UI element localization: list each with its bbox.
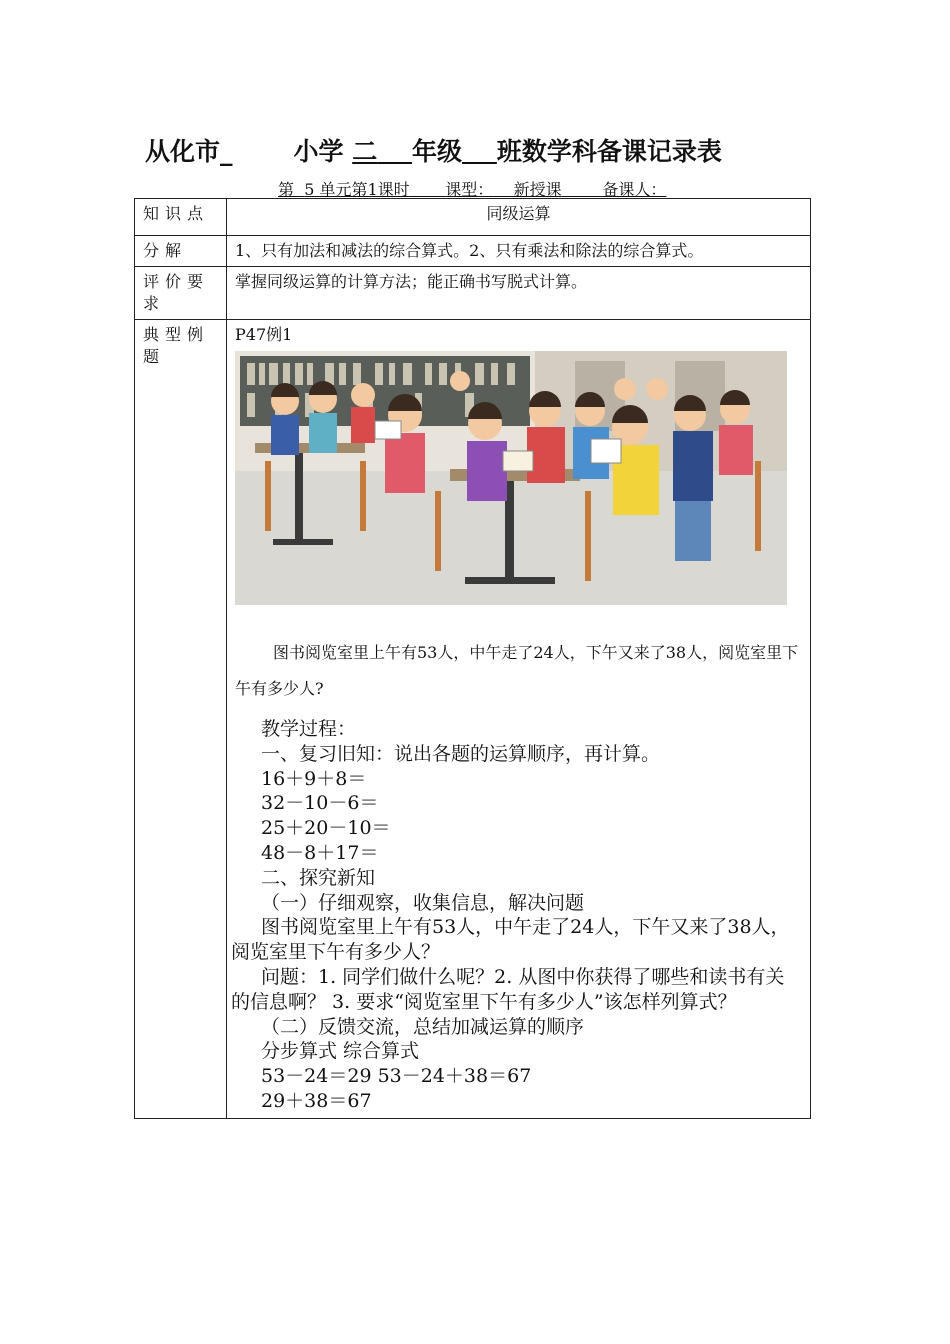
process-line: 32－10－6＝	[261, 792, 379, 815]
process-line: （一）仔细观察，收集信息，解决问题	[261, 891, 585, 914]
process-line: （二）反馈交流，总结加减运算的顺序	[261, 1015, 585, 1038]
process-line: 教学过程：	[261, 718, 357, 740]
process-line: 29＋38＝67	[261, 1089, 372, 1112]
reading-room-illustration	[235, 351, 787, 605]
example-problem-text: 图书阅览室里上午有53人，中午走了24人，下午又来了38人，阅览室里下午有多少人?	[235, 643, 799, 698]
lesson-plan-table	[134, 198, 811, 1119]
example-cell	[227, 320, 811, 1119]
knowledge-label: 知识点	[135, 199, 227, 236]
process-line: 53－24＝29 53－24＋38＝67	[261, 1065, 532, 1088]
example-reference: P47例1	[235, 325, 293, 344]
example-label: 典型例题	[135, 320, 227, 1119]
evaluation-label: 评价要求	[135, 267, 227, 320]
lesson-info-line: 第 5 单元第1课时 课型： 新授课 备课人：	[278, 180, 667, 199]
breakdown-label: 分解	[135, 236, 227, 267]
document-title: 从化市_ 小学 二 年级 班数学科备课记录表	[145, 137, 722, 166]
process-line: 25＋20－10＝	[261, 817, 391, 840]
breakdown-value: 1、只有加法和减法的综合算式。2、只有乘法和除法的综合算式。	[227, 236, 811, 267]
evaluation-value: 掌握同级运算的计算方法；能正确书写脱式计算。	[227, 267, 811, 320]
teaching-process	[231, 717, 802, 1114]
process-line: 分步算式 综合算式	[261, 1040, 420, 1063]
process-line: 问题：1. 同学们做什么呢？2. 从图中你获得了哪些和读书有关的信息啊？ 3. 要求“阅览室里下午有多少人”该怎样列算式？	[231, 965, 785, 1013]
process-line: 二、探究新知	[261, 866, 376, 889]
process-line: 48－8＋17＝	[261, 841, 379, 864]
process-line: 图书阅览室里上午有53人，中午走了24人，下午又来了38人，阅览室里下午有多少人？	[231, 916, 790, 964]
knowledge-value: 同级运算	[227, 199, 811, 236]
process-line: 16＋9＋8＝	[261, 767, 367, 790]
process-line: 一、复习旧知：说出各题的运算顺序，再计算。	[261, 742, 661, 765]
